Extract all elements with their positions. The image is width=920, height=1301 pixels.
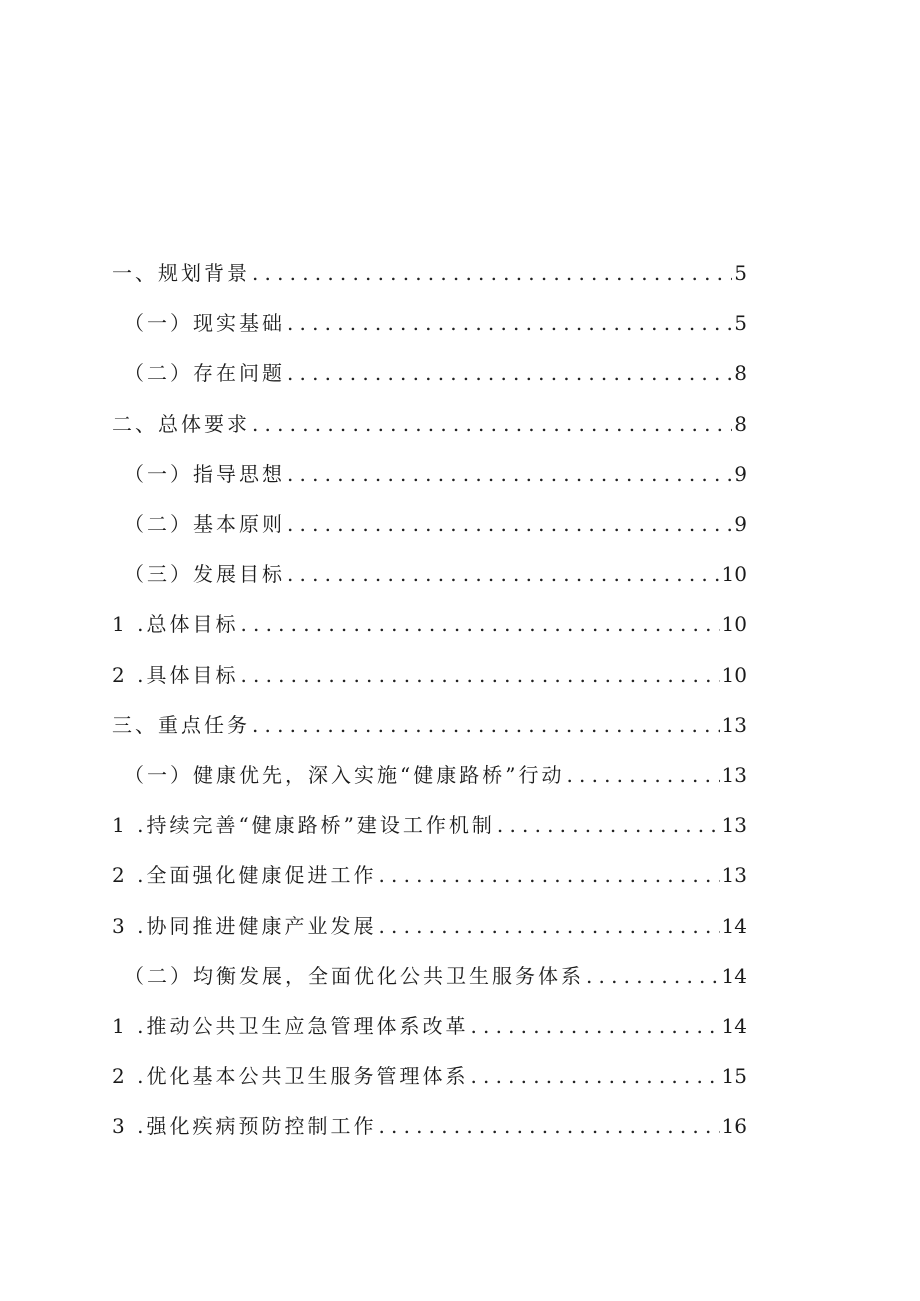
toc-dot-leader — [240, 614, 719, 634]
toc-entry-page: 14 — [721, 963, 747, 988]
toc-entry-page: 13 — [721, 863, 747, 888]
toc-entry[interactable] — [0, 650, 920, 700]
toc-entry[interactable] — [0, 599, 920, 649]
toc-entry-page: 16 — [721, 1114, 747, 1139]
toc-entry-page: 14 — [721, 1013, 747, 1038]
toc-entry-page: 9 — [734, 512, 747, 537]
toc-entry-title: 3 .协同推进健康产业发展 — [112, 913, 377, 938]
toc-dot-leader — [287, 564, 720, 584]
toc-dot-leader — [470, 1016, 719, 1036]
toc-entry-page: 10 — [721, 562, 747, 587]
toc-entry-page: 8 — [734, 411, 747, 436]
toc-entry-title: 1 .总体目标 — [112, 612, 239, 637]
toc-entry[interactable] — [0, 700, 920, 750]
toc-entry-title: 二、总体要求 — [112, 411, 250, 436]
toc-entry-title: 1 .推动公共卫生应急管理体系改革 — [112, 1013, 469, 1038]
toc-dot-leader — [252, 715, 720, 735]
toc-dot-leader — [378, 1116, 719, 1136]
toc-entry[interactable] — [0, 348, 920, 398]
toc-entry-title: 2 .优化基本公共卫生服务管理体系 — [112, 1064, 469, 1089]
toc-entry-title: （一）健康优先，深入实施“健康路桥”行动 — [124, 762, 565, 787]
toc-entry[interactable] — [0, 1001, 920, 1051]
toc-entry-page: 14 — [721, 913, 747, 938]
toc-entry-title: （二）基本原则 — [124, 512, 285, 537]
toc-entry[interactable] — [0, 951, 920, 1001]
toc-dot-leader — [586, 966, 720, 986]
toc-entry-page: 8 — [734, 361, 747, 386]
toc-entry-title: 一、规划背景 — [112, 261, 250, 286]
toc-entry-title: 3 .强化疾病预防控制工作 — [112, 1114, 377, 1139]
toc-entry[interactable] — [0, 900, 920, 950]
toc-entry[interactable] — [0, 549, 920, 599]
toc-dot-leader — [287, 363, 732, 383]
toc-entry-title: （一）指导思想 — [124, 461, 285, 486]
toc-entry[interactable] — [0, 750, 920, 800]
toc-entry-title: 2 .全面强化健康促进工作 — [112, 863, 377, 888]
toc-dot-leader — [470, 1066, 719, 1086]
toc-dot-leader — [566, 765, 719, 785]
toc-entry-page: 9 — [734, 461, 747, 486]
toc-dot-leader — [252, 414, 732, 434]
toc-entry[interactable] — [0, 399, 920, 449]
toc-dot-leader — [378, 865, 719, 885]
toc-dot-leader — [378, 916, 719, 936]
toc-entry-page: 10 — [721, 662, 747, 687]
toc-entry[interactable] — [0, 449, 920, 499]
toc-entry-title: （一）现实基础 — [124, 311, 285, 336]
toc-dot-leader — [287, 313, 732, 333]
toc-dot-leader — [240, 665, 719, 685]
toc-entry-title: （二）均衡发展，全面优化公共卫生服务体系 — [124, 963, 584, 988]
toc-entry-title: 1 .持续完善“健康路桥”建设工作机制 — [112, 813, 495, 838]
toc-entry-page: 13 — [721, 712, 747, 737]
toc-entry[interactable] — [0, 850, 920, 900]
toc-entry-title: （二）存在问题 — [124, 361, 285, 386]
toc-entry-page: 5 — [734, 261, 747, 286]
toc-dot-leader — [287, 514, 732, 534]
toc-dot-leader — [287, 464, 732, 484]
toc-entry-page: 15 — [721, 1064, 747, 1089]
toc-entry[interactable] — [0, 800, 920, 850]
toc-entry-title: 三、重点任务 — [112, 712, 250, 737]
toc-entry[interactable] — [0, 499, 920, 549]
toc-entry-title: （三）发展目标 — [124, 562, 285, 587]
toc-entry[interactable] — [0, 298, 920, 348]
toc-entry-page: 5 — [734, 311, 747, 336]
toc-entry-page: 10 — [721, 612, 747, 637]
table-of-contents — [0, 248, 920, 1151]
toc-entry[interactable] — [0, 248, 920, 298]
toc-entry[interactable] — [0, 1101, 920, 1151]
toc-dot-leader — [252, 263, 732, 283]
toc-entry[interactable] — [0, 1051, 920, 1101]
toc-entry-page: 13 — [721, 813, 747, 838]
toc-entry-title: 2 .具体目标 — [112, 662, 239, 687]
toc-dot-leader — [497, 815, 720, 835]
toc-entry-page: 13 — [721, 762, 747, 787]
